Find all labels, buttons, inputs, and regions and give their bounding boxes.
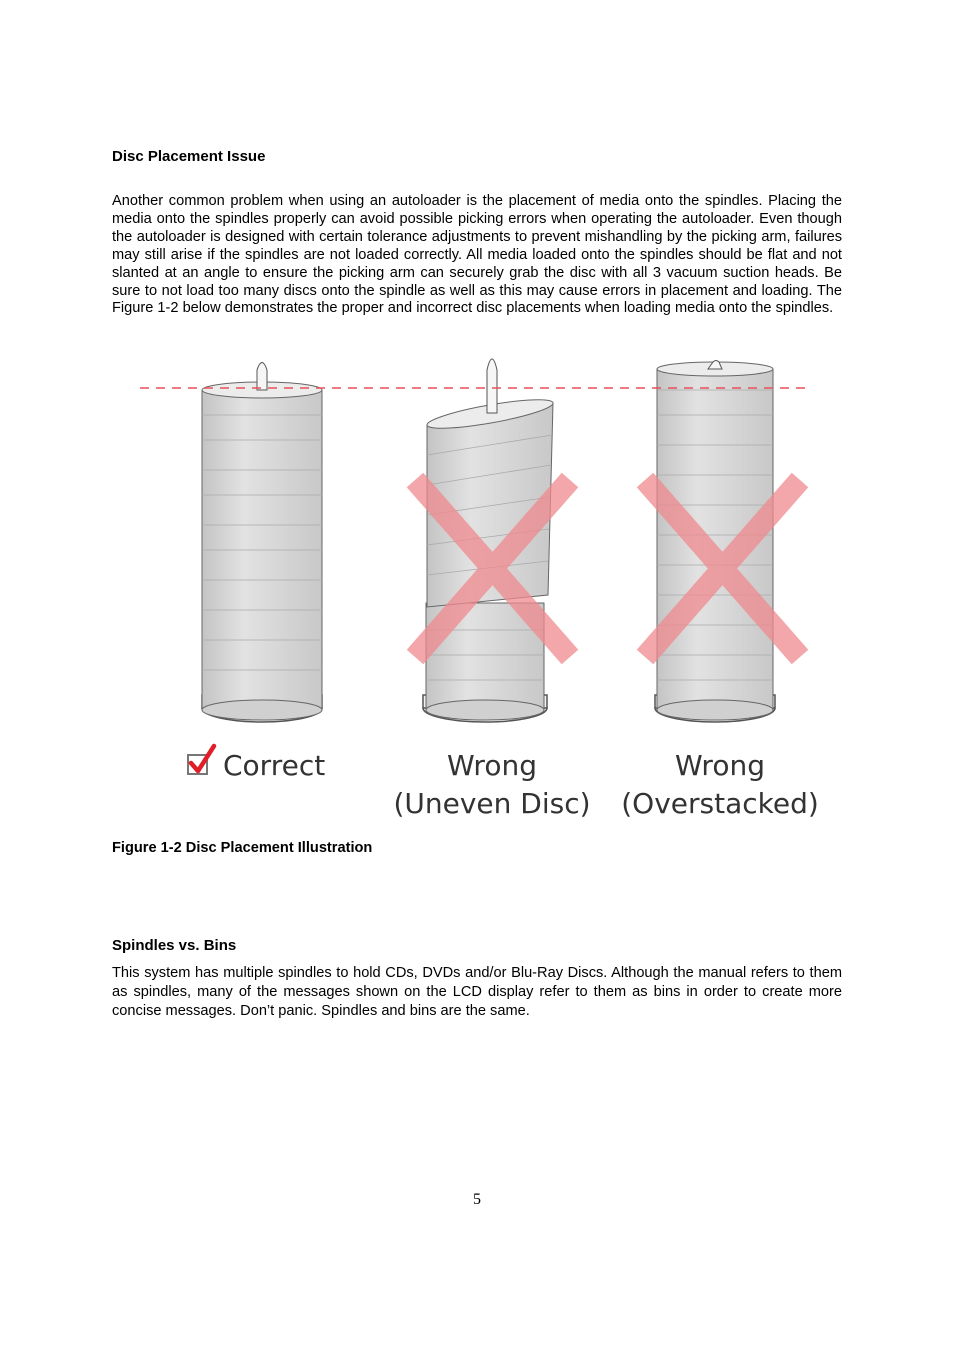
label-correct: Correct [223,749,326,782]
figure-caption: Figure 1-2 Disc Placement Illustration [112,840,373,856]
checkbox-checked-icon [188,746,214,774]
section-title-spindles-bins: Spindles vs. Bins [112,937,237,954]
disc-placement-figure [130,345,830,825]
section-title-disc-placement: Disc Placement Issue [112,148,266,165]
label-wrong-overstacked-line1: Wrong [675,749,765,782]
label-wrong-overstacked-line2: (Overstacked) [621,787,819,820]
section-body-disc-placement: Another common problem when using an autoloader is the placement of media onto the spindles. Placing the media onto the spindles properly can avoid possible picking errors when operating the autoloader. Even though the autoloader is designed with certain tolerance adjustments to prevent mishandling by the picking arm, failures may still arise if the spindles are not loaded correctly. All media loaded onto the spindles should be flat and not slanted at an angle to ensure the picking arm can securely grab the disc with all 3 vacuum suction heads. Be sure to not load too many discs onto the spindle as well as this may cause errors in placement and loading. The Figure 1-2 below demonstrates the proper and incorrect disc placements when loading media onto the spindles. [112,193,842,317]
spindle-correct [202,363,322,723]
spindle-uneven [423,359,555,722]
label-wrong-uneven-line1: Wrong [447,749,537,782]
label-wrong-uneven-line2: (Uneven Disc) [393,787,591,820]
page-number: 5 [473,1191,481,1208]
section-body-spindles-bins: This system has multiple spindles to hold CDs, DVDs and/or Blu-Ray Discs. Although the manual refers to them as spindles, many of the messages shown on the LCD display refer to them as bins in order to create more concise messages. Don’t panic. Spindles and bins are the same. [112,965,842,1019]
